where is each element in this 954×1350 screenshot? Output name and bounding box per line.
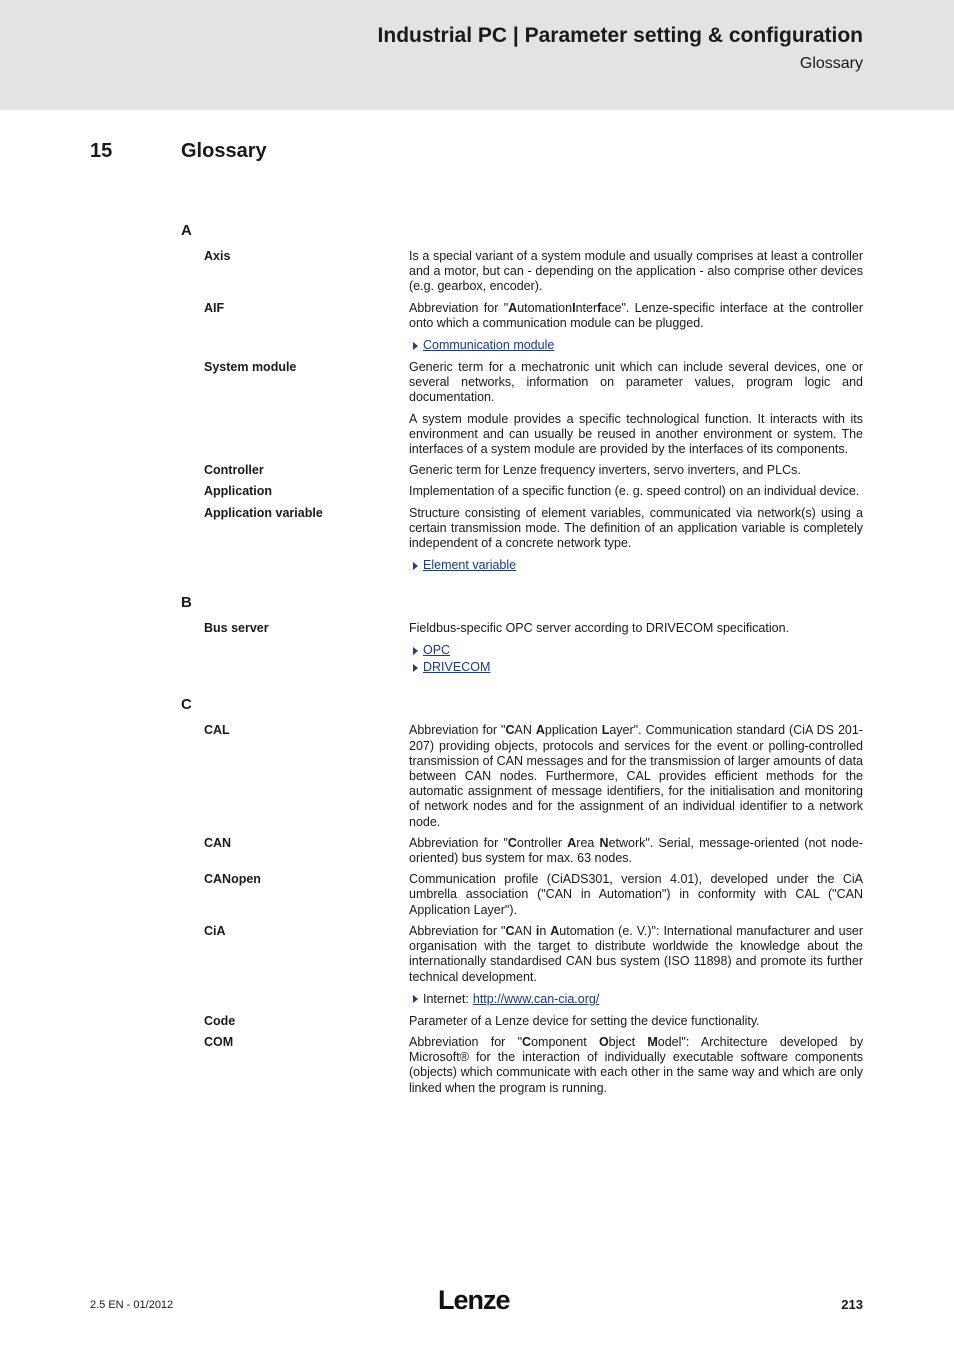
glossary-definition: [409, 621, 863, 676]
emphasized-letter: f: [597, 300, 602, 315]
definition-paragraph: [409, 924, 863, 985]
definition-text: ayer". Communication standard (CiA DS 201-207) providing objects, protocols and services for the event or polling-controlled transmission of CAN messages and for the transmission of larger amounts of data between CAN nodes. Furthermore, CAL provides efficient methods for the automatic assignment of message identifiers, for the initialisation and monitoring of network nodes and for the assignment of an individual identifier to a network node.: [409, 723, 863, 829]
lenze-logo: Lenze: [438, 1285, 510, 1315]
definition-text: Is a special variant of a system module and usually comprises at least a controller and a motor, but can - depending on the application - also comprise other devices (e.g. gearbox, encoder).: [409, 249, 863, 294]
glossary-entry: [181, 360, 863, 457]
footer-version: 2.5 EN - 01/2012: [90, 1299, 174, 1311]
document-subtitle: Glossary: [799, 55, 863, 72]
cross-reference-link[interactable]: OPC: [423, 643, 451, 658]
definition-paragraph: [409, 723, 863, 829]
emphasized-letter: C: [505, 723, 515, 738]
glossary-term: Application: [204, 484, 273, 499]
glossary-term: CANopen: [204, 872, 261, 887]
emphasized-letter: M: [647, 1034, 658, 1049]
definition-paragraph: [409, 872, 863, 918]
triangle-right-icon: [413, 664, 418, 672]
definition-text: Generic term for Lenze frequency inverters, servo inverters, and PLCs.: [409, 463, 801, 478]
emphasized-letter: C: [505, 923, 515, 938]
cross-reference: [409, 337, 863, 354]
glossary-section-c: [181, 696, 863, 1095]
glossary-entry: [181, 723, 863, 829]
triangle-right-icon: [413, 562, 418, 570]
glossary-definition: [409, 463, 863, 478]
glossary-definition: [409, 249, 863, 295]
definition-text: utomation: [517, 300, 573, 315]
glossary-entry: [181, 836, 863, 866]
emphasized-letter: i: [535, 923, 540, 938]
definition-text: A system module provides a specific technological function. It interacts with its environment and can usually be reused in another environment or system. The interfaces of a system module are provided by the interfaces of its components.: [409, 411, 863, 457]
definition-text: rea: [576, 835, 600, 850]
definition-text: Implementation of a specific function (e. g. speed control) on an individual device.: [409, 484, 860, 499]
definition-paragraph: [409, 1014, 863, 1029]
triangle-right-icon: [413, 342, 418, 350]
header-band: [0, 0, 954, 110]
definition-text: bject: [608, 1034, 648, 1049]
glossary-term: Code: [204, 1013, 236, 1028]
glossary-definition: [409, 301, 863, 354]
definition-paragraph: [409, 836, 863, 866]
emphasized-letter: A: [567, 835, 577, 850]
definition-text: Parameter of a Lenze device for setting the device functionality.: [409, 1013, 760, 1028]
emphasized-letter: A: [535, 723, 545, 738]
glossary-term: Application variable: [204, 505, 323, 520]
page-number: 213: [841, 1297, 863, 1312]
document-title: Industrial PC | Parameter setting & configuration: [377, 24, 863, 47]
emphasized-letter: A: [508, 300, 518, 315]
glossary-entry: [181, 1014, 863, 1029]
cross-reference-link[interactable]: http://www.can-cia.org/: [472, 991, 600, 1006]
glossary-definition: [409, 1014, 863, 1029]
cross-reference: [409, 642, 863, 659]
definition-text: Communication profile (CiADS301, version 4.01), developed under the CiA umbrella association ("CAN in Automation") in conformity with CAL ("CAN Application Layer").: [409, 872, 863, 917]
definition-text: Abbreviation for ": [409, 1034, 523, 1049]
glossary-term: Bus server: [204, 621, 269, 636]
definition-text: Abbreviation for ": [409, 835, 508, 850]
link-prefix: Internet:: [423, 991, 469, 1006]
glossary-term: AIF: [204, 300, 225, 315]
section-letter: C: [181, 696, 192, 714]
emphasized-letter: A: [550, 923, 560, 938]
cross-reference-link[interactable]: DRIVECOM: [423, 660, 491, 675]
definition-paragraph: [409, 412, 863, 458]
chapter-title: Glossary: [181, 140, 267, 162]
glossary-entry: [181, 872, 863, 918]
definition-paragraph: [409, 301, 863, 331]
glossary-term: CAL: [204, 723, 230, 738]
glossary-sections: [181, 222, 863, 1116]
emphasized-letter: C: [507, 835, 517, 850]
glossary-definition: [409, 360, 863, 457]
glossary-definition: [409, 1035, 863, 1096]
glossary-entry: [181, 484, 863, 499]
definition-paragraph: [409, 484, 863, 499]
emphasized-letter: O: [598, 1034, 609, 1049]
glossary-section-b: [181, 594, 863, 676]
glossary-entry: [181, 621, 863, 676]
definition-paragraph: [409, 360, 863, 406]
glossary-definition: [409, 924, 863, 1008]
triangle-right-icon: [413, 995, 418, 1003]
glossary-definition: [409, 872, 863, 918]
chapter-number: 15: [90, 140, 113, 162]
cross-reference-link[interactable]: Element variable: [423, 558, 517, 573]
definition-paragraph: [409, 249, 863, 295]
definition-text: Abbreviation for ": [409, 723, 506, 738]
definition-text: etwork". Serial, message-oriented (not node-oriented) bus system for max. 63 nodes.: [409, 835, 863, 866]
definition-text: nter: [575, 300, 598, 315]
definition-text: pplication: [544, 723, 602, 738]
glossary-entry: [181, 249, 863, 295]
glossary-term: CiA: [204, 923, 226, 938]
triangle-right-icon: [413, 647, 418, 655]
glossary-term: System module: [204, 360, 297, 375]
cross-reference: [409, 557, 863, 574]
glossary-entry: [181, 301, 863, 354]
emphasized-letter: L: [601, 723, 610, 738]
definition-text: ace". Lenze-specific interface at the controller onto which a communication module can be plugged.: [409, 300, 863, 330]
definition-text: omponent: [531, 1034, 599, 1049]
definition-text: Abbreviation for ": [409, 923, 506, 938]
definition-paragraph: [409, 1035, 863, 1096]
cross-reference-link[interactable]: Communication module: [423, 338, 555, 353]
definition-paragraph: [409, 506, 863, 552]
glossary-definition: [409, 506, 863, 575]
glossary-term: COM: [204, 1034, 234, 1049]
glossary-definition: [409, 484, 863, 499]
section-letter: B: [181, 594, 192, 612]
glossary-term: Axis: [204, 249, 231, 263]
emphasized-letter: C: [522, 1034, 532, 1049]
definition-text: AN: [514, 723, 536, 738]
glossary-entry: [181, 1035, 863, 1096]
definition-paragraph: [409, 463, 863, 478]
emphasized-letter: N: [599, 835, 609, 850]
definition-text: ontroller: [516, 835, 568, 850]
definition-text: Abbreviation for ": [409, 300, 509, 315]
glossary-section-a: [181, 222, 863, 574]
definition-text: utomation (e. V.)": International manufacturer and user organisation with the target to distribute worldwide the knowledge about the internationally standardised CAN bus system (ISO 11898) and promote its further technical development.: [409, 923, 863, 984]
definition-text: Structure consisting of element variables, communicated via network(s) using a certain transmission mode. The definition of an application variable is completely independent of a concrete network type.: [409, 505, 863, 551]
definition-text: AN: [514, 923, 536, 938]
glossary-definition: [409, 723, 863, 829]
definition-text: odel": Architecture developed by Microsoft® for the interaction of individually executable software components (objects) which communicate with each other in the same way and which are only linked when the program is running.: [409, 1034, 863, 1095]
definition-text: Fieldbus-specific OPC server according to DRIVECOM specification.: [409, 621, 789, 636]
definition-paragraph: [409, 621, 863, 636]
section-letter: A: [181, 222, 192, 239]
glossary-definition: [409, 836, 863, 866]
definition-text: n: [539, 923, 551, 938]
emphasized-letter: I: [572, 300, 576, 315]
glossary-entry: [181, 924, 863, 1008]
cross-reference: [409, 991, 863, 1008]
cross-reference: [409, 659, 863, 676]
glossary-term: CAN: [204, 835, 232, 850]
glossary-entry: [181, 506, 863, 575]
definition-text: Generic term for a mechatronic unit which can include several devices, one or several networks, information on parameter values, program logic and documentation.: [409, 360, 863, 405]
glossary-term: Controller: [204, 463, 264, 478]
glossary-entry: [181, 463, 863, 478]
